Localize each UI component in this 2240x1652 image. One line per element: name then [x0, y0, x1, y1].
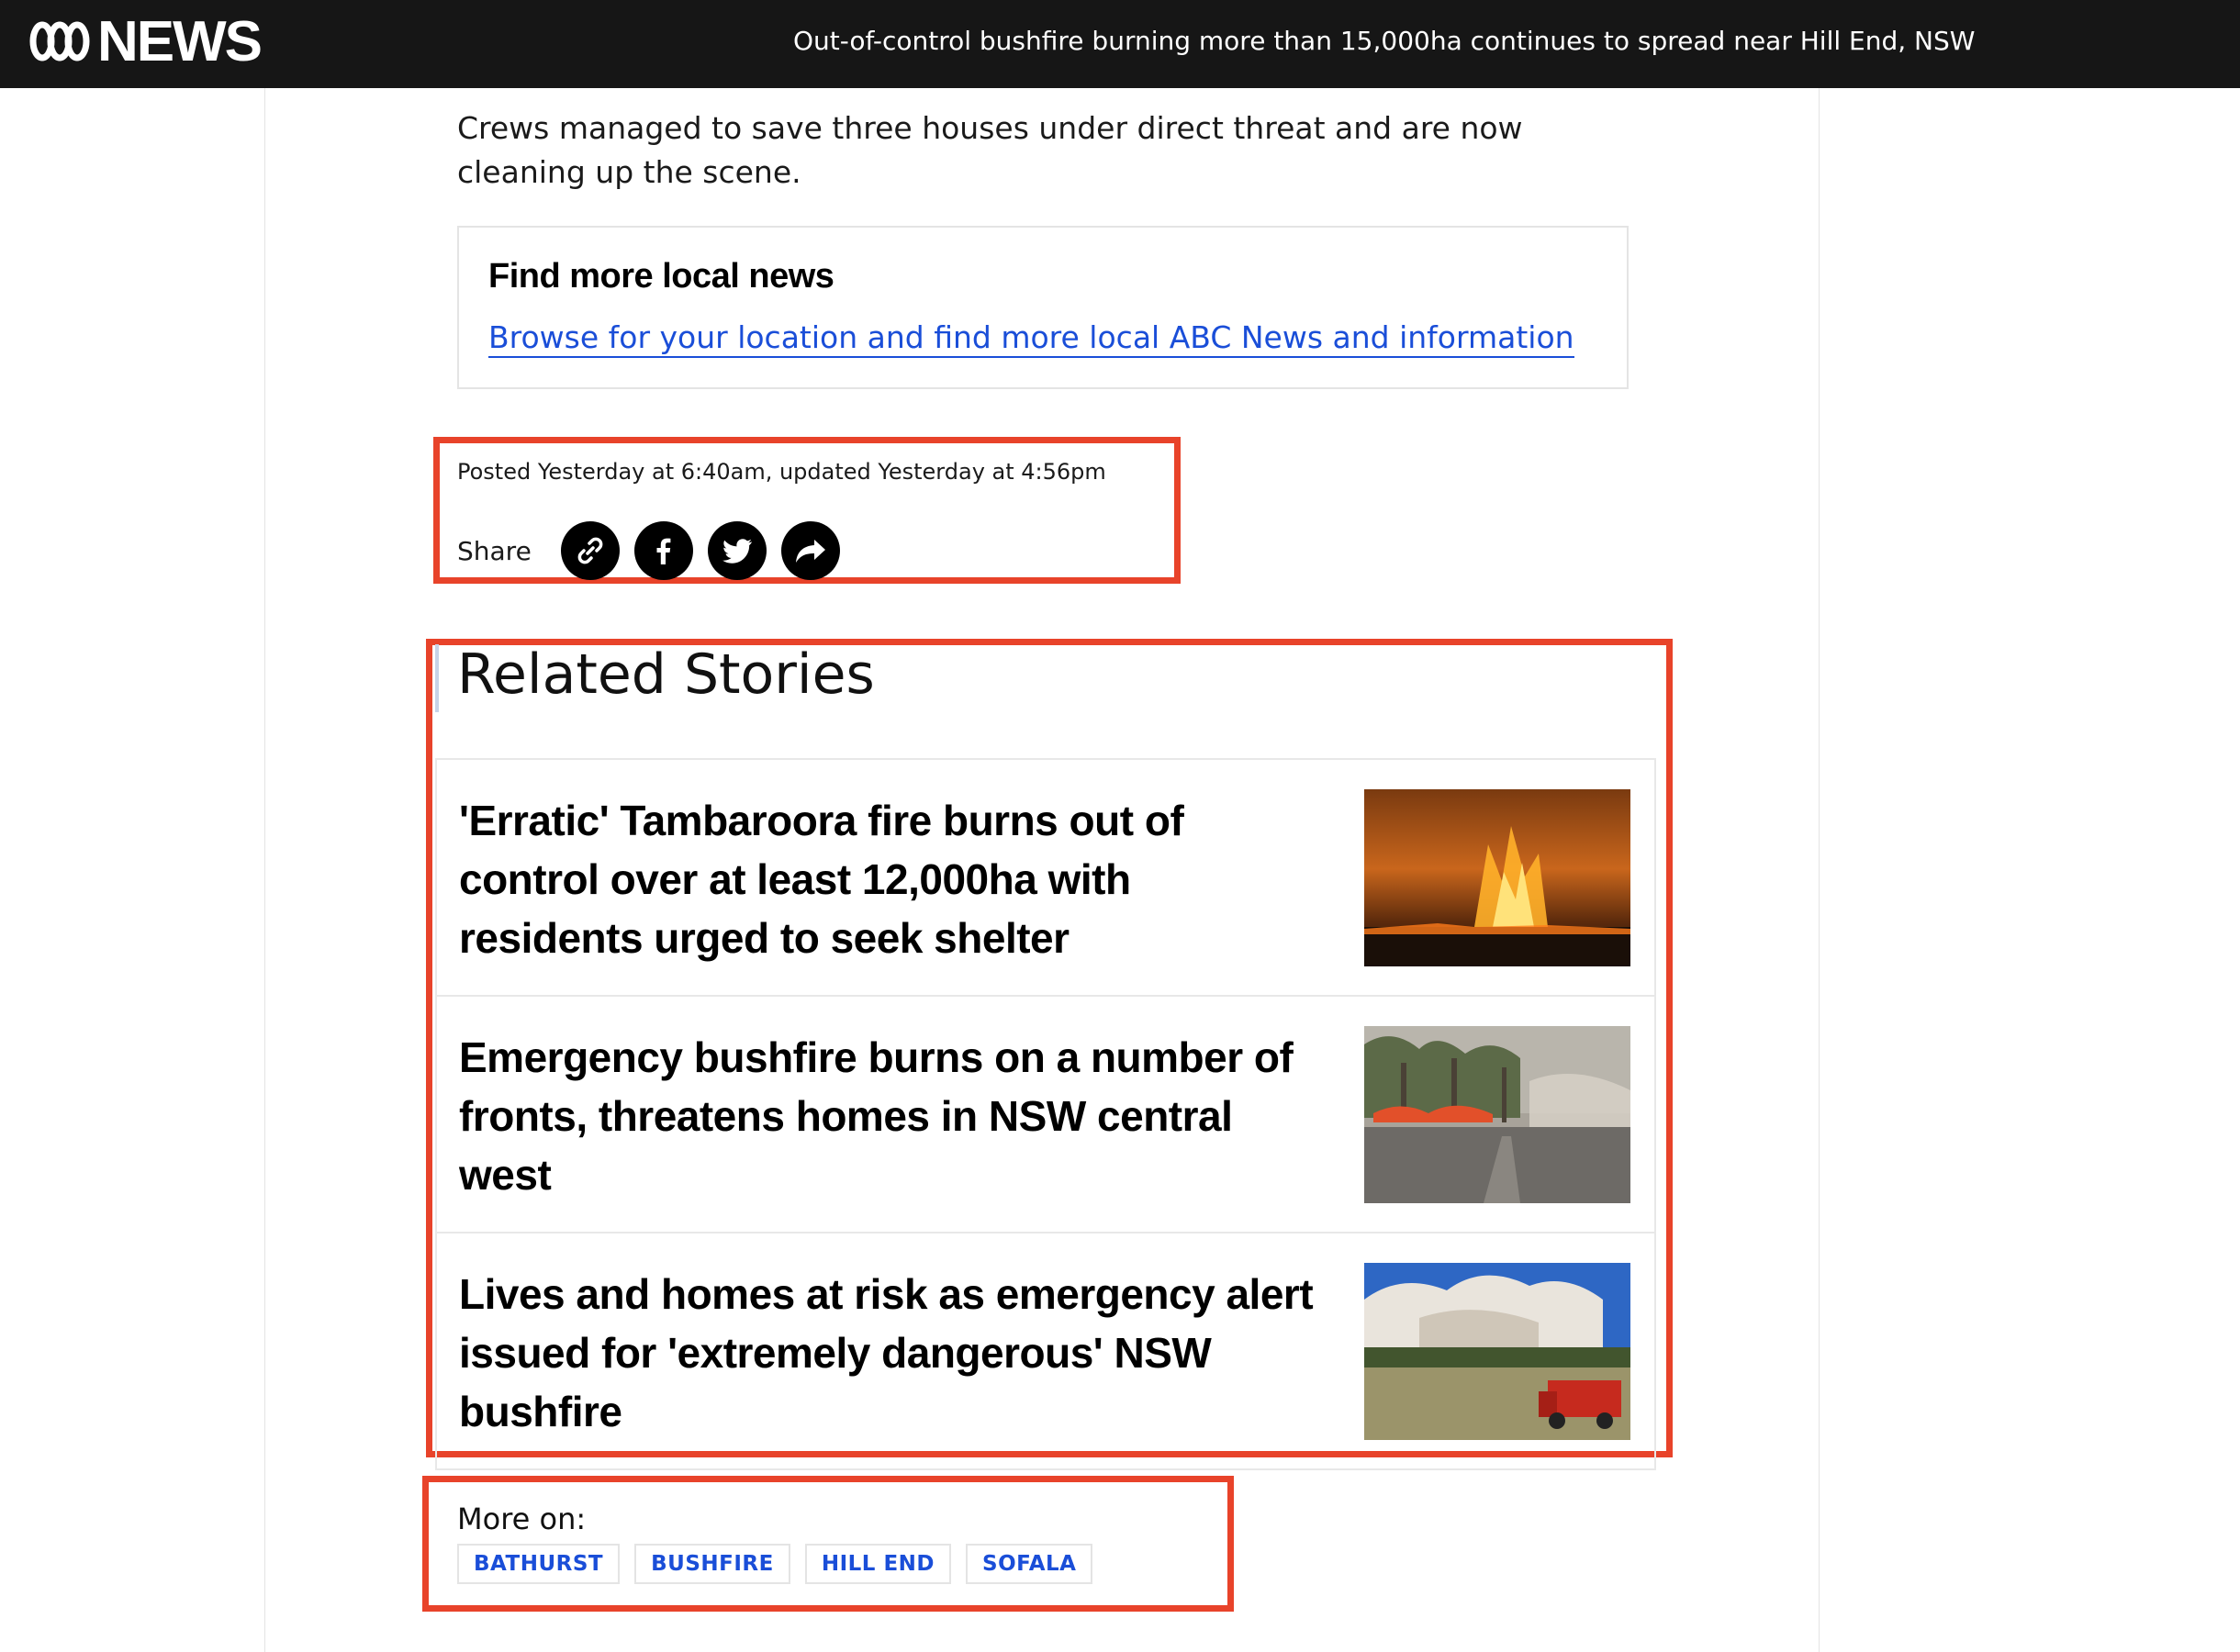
- related-story[interactable]: [437, 760, 1654, 997]
- facebook-icon: [647, 534, 680, 567]
- related-story-title[interactable]: Emergency bushfire burns on a number of fronts, threatens homes in NSW central west: [459, 1033, 1294, 1199]
- local-news-link[interactable]: Browse for your location and find more local ABC News and information: [488, 319, 1574, 358]
- abc-news-logo[interactable]: [29, 11, 261, 72]
- topic-tag-bathurst[interactable]: BATHURST: [457, 1544, 620, 1584]
- story-thumbnail-fire-truck[interactable]: [1364, 1263, 1630, 1440]
- topic-tag-hill-end[interactable]: HILL END: [805, 1544, 951, 1584]
- abc-logo-icon: [29, 20, 90, 62]
- related-story[interactable]: [437, 1233, 1654, 1470]
- topic-tags: [457, 1544, 1092, 1584]
- story-thumbnail-fire-night[interactable]: [1364, 789, 1630, 966]
- link-icon: [574, 534, 607, 567]
- twitter-share-button[interactable]: [708, 521, 767, 580]
- related-story[interactable]: [437, 997, 1654, 1233]
- article-paragraph: Crews managed to save three houses under direct threat and are now cleaning up the scene.: [457, 110, 1523, 190]
- local-news-box: [457, 226, 1629, 389]
- related-stories-heading: Related Stories: [457, 642, 875, 707]
- related-story-title[interactable]: 'Erratic' Tambaroora fire burns out of control over at least 12,000ha with residents urged to seek shelter: [459, 797, 1184, 962]
- topic-tag-bushfire[interactable]: BUSHFIRE: [634, 1544, 790, 1584]
- more-on-label: More on:: [457, 1501, 587, 1536]
- copy-link-button[interactable]: [561, 521, 620, 580]
- local-news-title: Find more local news: [488, 257, 834, 296]
- related-accent-bar: [435, 644, 439, 712]
- top-headline[interactable]: Out-of-control bushfire burning more than 15,000ha continues to spread near Hill End, NSW: [793, 26, 1976, 56]
- related-stories-list: [435, 758, 1656, 1470]
- more-share-button[interactable]: [781, 521, 840, 580]
- logo-word: NEWS: [97, 9, 261, 73]
- related-story-title[interactable]: Lives and homes at risk as emergency alert issued for 'extremely dangerous' NSW bushfire: [459, 1270, 1314, 1435]
- posted-timestamp: Posted Yesterday at 6:40am, updated Yesterday at 4:56pm: [457, 459, 1106, 485]
- story-thumbnail-roadside-fire[interactable]: [1364, 1026, 1630, 1203]
- twitter-icon: [720, 533, 755, 568]
- share-row: [457, 521, 855, 580]
- top-navigation-bar: [0, 0, 2240, 88]
- topic-tag-sofala[interactable]: SOFALA: [966, 1544, 1092, 1584]
- facebook-share-button[interactable]: [634, 521, 693, 580]
- share-arrow-icon: [792, 532, 829, 569]
- share-label: Share: [457, 535, 532, 566]
